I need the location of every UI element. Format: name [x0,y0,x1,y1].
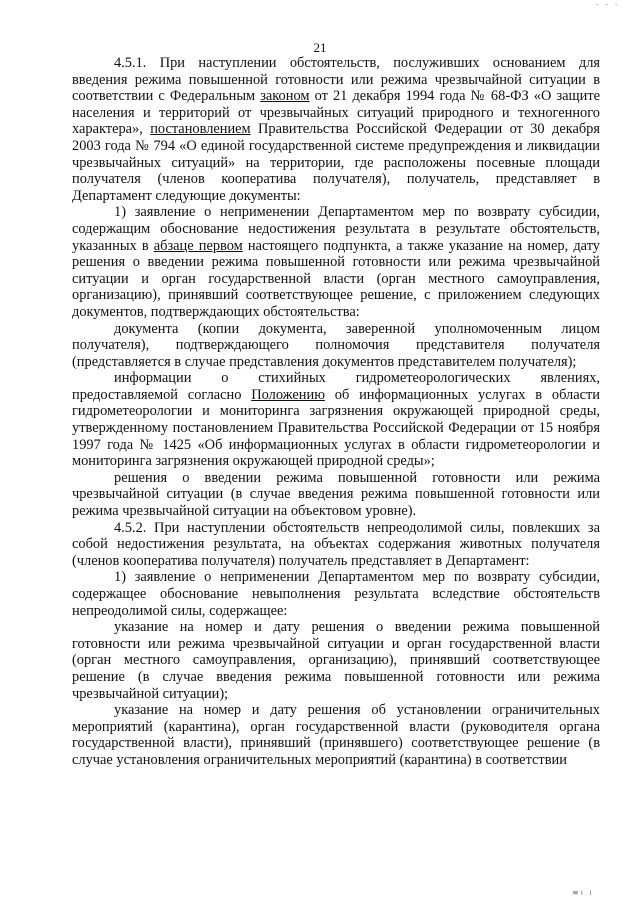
regulation-link[interactable]: Положению [251,386,325,403]
document-body [72,55,600,769]
paragraph-emergency-decision: решения о введении режима повышенной готовности или режима чрезвычайной ситуации (в случае введения режима повышенной готовности или режима чрезвычайной ситуации на объектовом уровне). [72,469,600,520]
paragraph-decision-number: указание на номер и дату решения о введении режима повышенной готовности или режима чрезвычайной ситуации и орган государственной власти (орган местного самоуправления, организацию), принявший соответствующее решение (в случае введения режима повышенной готовности или режима чрезвычайной ситуации); [72,619,600,702]
text-run: Правительства Российской Федерации от 30 декабря 2003 года № 794 «О единой государственной системе предупреждения и ликвидации чрезвычайных ситуаций» на территории, где расположены посевные площади получателя (членов кооператива получателя), получатель, представляет в Департамент следующие документы: [72,121,600,204]
page-number: 21 [313,40,327,55]
paragraph-quarantine-decision: указание на номер и дату решения об установлении ограничительных мероприятий (карантина), орган государственной власти (руководителя органа государственной власти), принявший (принявшего) соответствующее решение (в случае установления ограничительных мероприятий (карантина) в соответствии [72,702,600,768]
text-run: 1) заявление о неприменении Департаментом мер по возврату субсидии, содержащим обоснование недостижения результата в результате обстоятельств, указанных в [72,204,600,254]
first-paragraph-link[interactable]: абзаце первом [153,237,243,254]
paragraph-4-5-1 [72,55,600,204]
resolution-link[interactable]: постановлением [150,121,251,138]
scan-mark-bottom: ≡ı ı [572,888,594,897]
law-link[interactable]: законом [260,88,310,105]
paragraph-hydromet-info [72,370,600,470]
text-run: 4.5.1. При наступлении обстоятельств, послуживших основанием для введения режима повышенной готовности или режима чрезвычайной ситуации в соответствии с Федеральным [72,55,600,105]
text-run: информации о стихийных гидрометеорологических явлениях, предоставляемой согласно [72,370,600,403]
paragraph-4-5-2: 4.5.2. При наступлении обстоятельств непреодолимой силы, повлекших за собой недостижения результата, на объектах содержания животных получателя (членов кооператива получателя) получатель представляет в Департамент: [72,519,600,569]
paragraph-item-1-force-majeure: 1) заявление о неприменении Департаментом мер по возврату субсидии, содержащее обоснование невыполнения результата вследствие обстоятельств непреодолимой силы, содержащее: [72,569,600,619]
text-run: об информационных услугах в области гидрометеорологии и мониторинга загрязнения окружающей природной среды, утвержденному постановлением Правительства Российской Федерации от 15 ноября 1997 года № 1425 «Об информационных услугах в области гидрометеорологии и мониторинга загрязнения окружающей природной среды»; [72,386,600,470]
text-run: от 21 декабря 1994 года № 68-ФЗ «О защите населения и территорий от чрезвычайных ситуаций природного и техногенного характера», [72,88,601,138]
paragraph-document-copy: документа (копии документа, заверенной уполномоченным лицом получателя), подтверждающего полномочия представителя получателя (представляется в случае представления документов представителем получателя); [72,320,600,370]
paragraph-item-1 [72,204,600,320]
text-run: настоящего подпункта, а также указание на номер, дату решения о введении режима повышенной готовности или режима чрезвычайной ситуации и орган государственной власти (орган местного самоуправления, организацию), принявший соответствующее решение, с приложением следующих документов, подтверждающих обстоятельства: [72,237,600,320]
scan-mark-top: - - - [596,0,620,9]
